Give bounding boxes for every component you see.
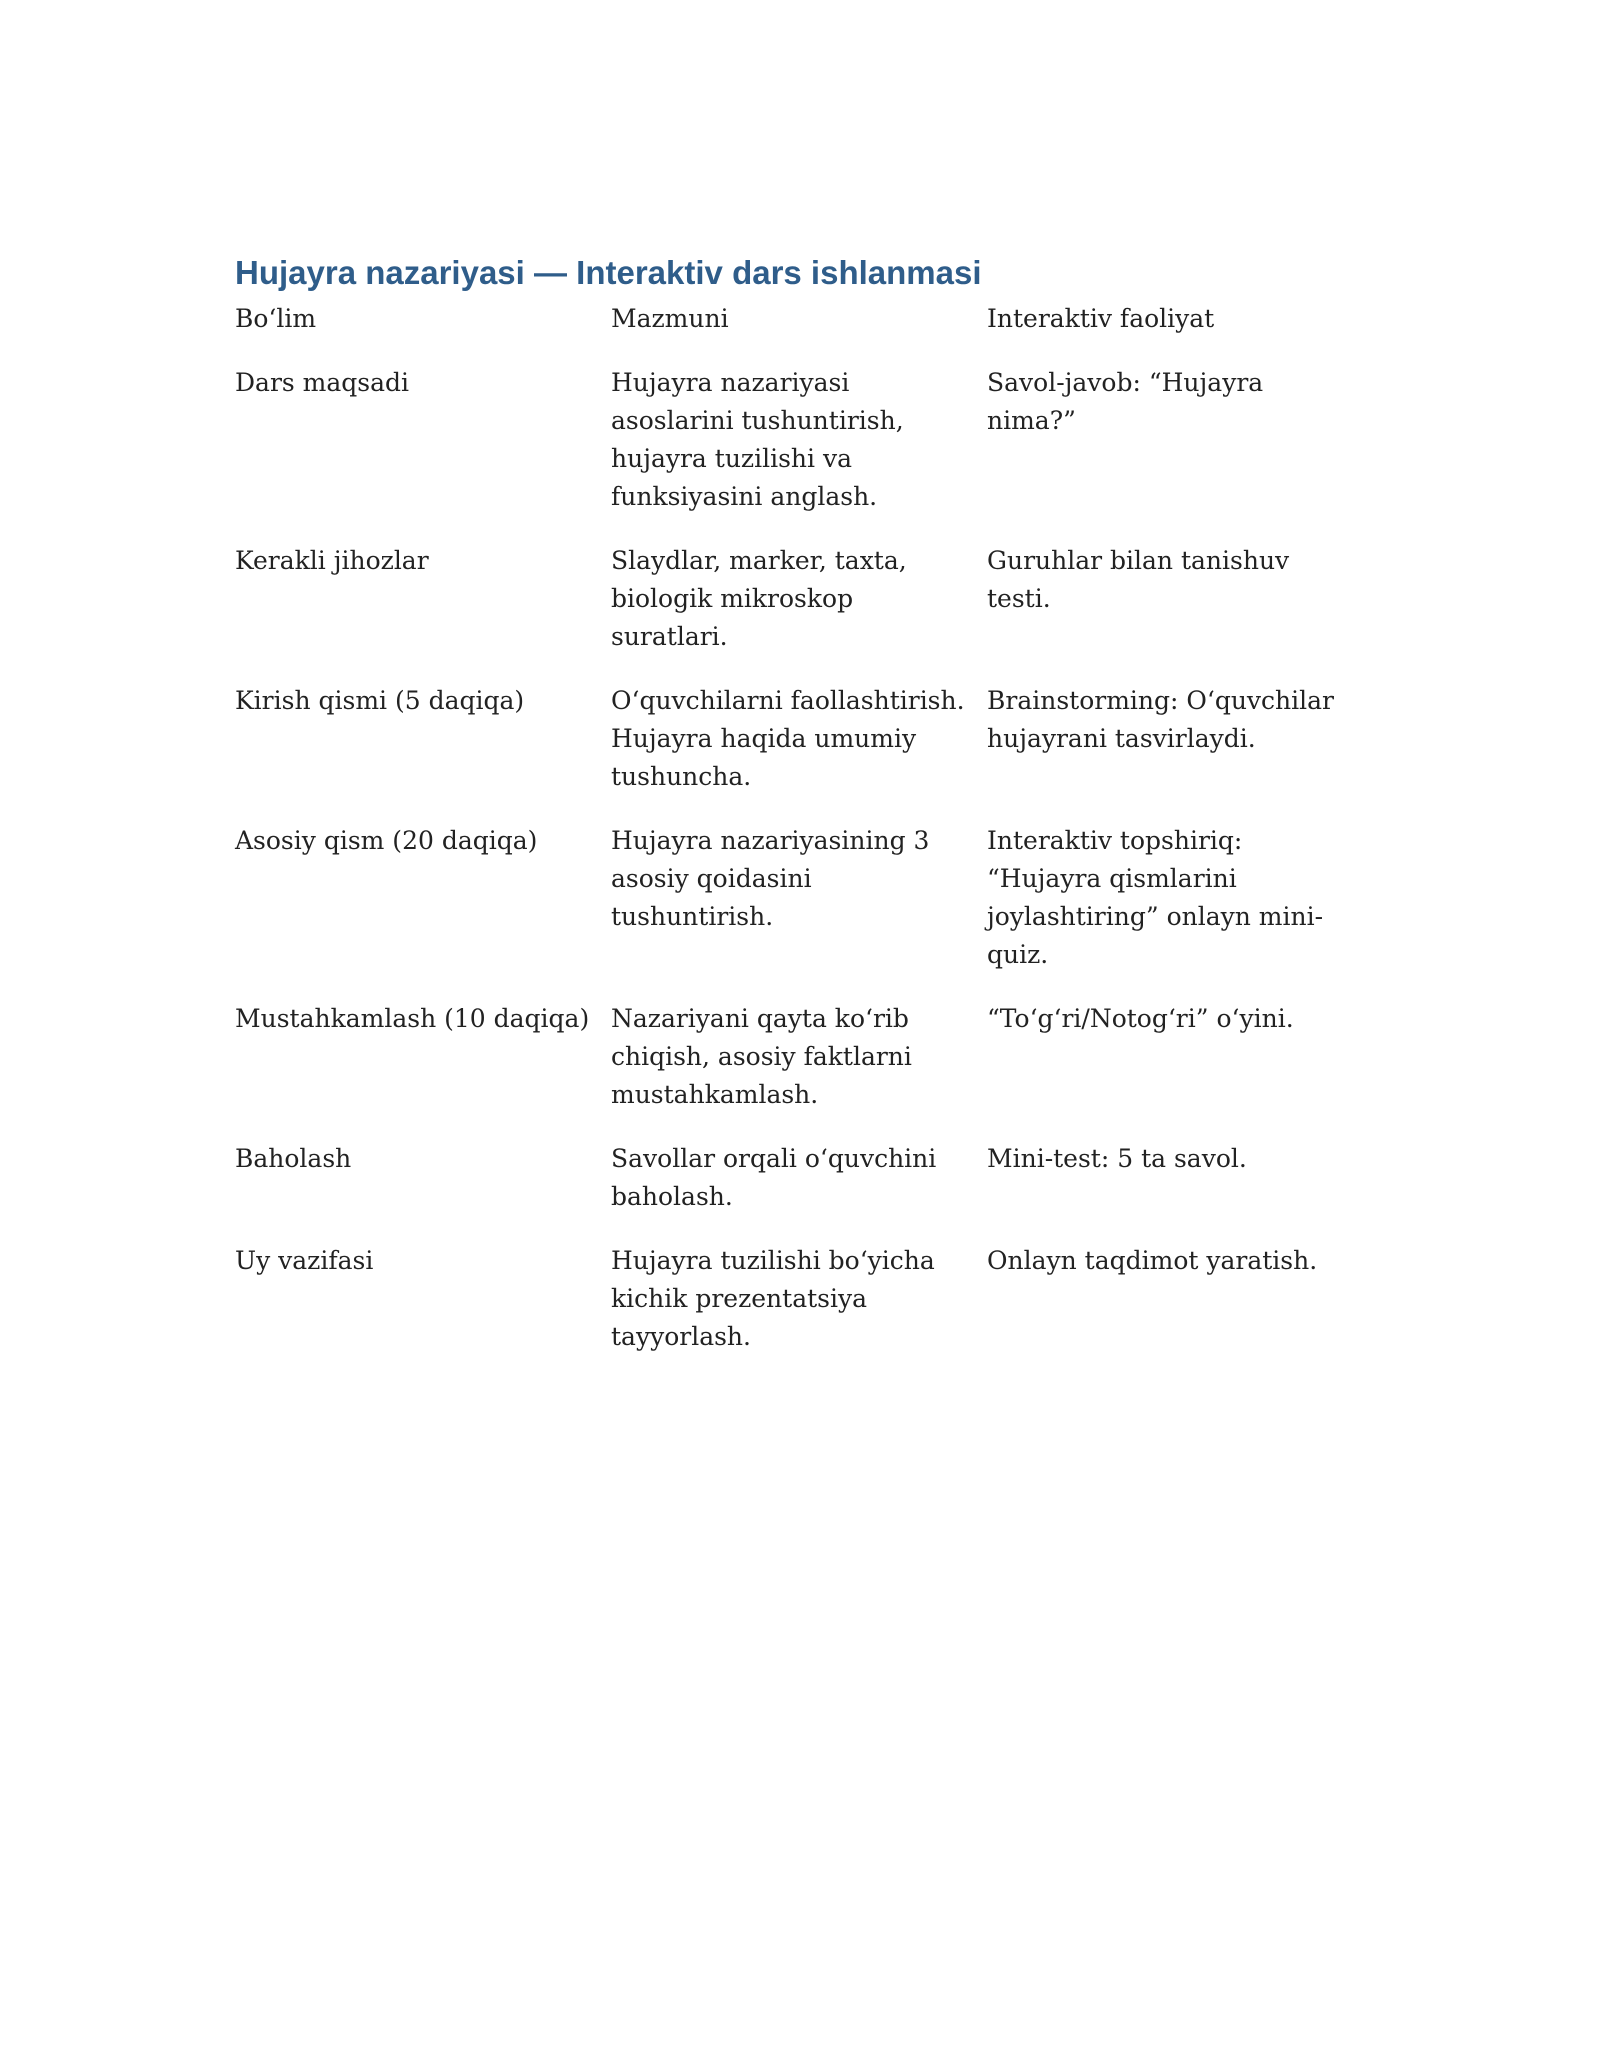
table-row — [227, 542, 1347, 682]
section-cell: Dars maqsadi — [235, 368, 410, 397]
content-cell: O‘quvchilarni faollashtirish. Hujayra haqida umumiy tushuncha. — [611, 686, 965, 791]
content-cell: Nazariyani qayta ko‘rib chiqish, asosiy faktlarni mustahkamlash. — [611, 1004, 912, 1109]
activity-cell: Mini-test: 5 ta savol. — [987, 1144, 1247, 1173]
content-cell: Hujayra nazariyasi asoslarini tushuntirish, hujayra tuzilishi va funksiyasini anglash. — [611, 368, 904, 511]
activity-cell: Brainstorming: O‘quvchilar hujayrani tasvirlaydi. — [987, 686, 1334, 753]
section-cell: Kirish qismi (5 daqiqa) — [235, 686, 525, 715]
section-cell: Kerakli jihozlar — [235, 546, 429, 575]
content-cell: Savollar orqali o‘quvchini baholash. — [611, 1144, 937, 1211]
activity-cell: “To‘g‘ri/Notog‘ri” o‘yini. — [987, 1004, 1294, 1033]
table-row — [227, 682, 1347, 822]
content-cell: Hujayra tuzilishi bo‘yicha kichik prezentatsiya tayyorlash. — [611, 1246, 935, 1351]
content-cell: Slaydlar, marker, taxta, biologik mikroskop suratlari. — [611, 546, 907, 651]
table-row — [227, 1140, 1347, 1242]
activity-cell: Onlayn taqdimot yaratish. — [987, 1246, 1318, 1275]
activity-cell: Guruhlar bilan tanishuv testi. — [987, 546, 1290, 613]
table-row — [227, 822, 1347, 1000]
table-row — [227, 364, 1347, 542]
section-cell: Uy vazifasi — [235, 1246, 374, 1275]
column-header-content: Mazmuni — [611, 304, 729, 333]
activity-cell: Interaktiv topshiriq: “Hujayra qismlarini joylashtiring” onlayn mini-quiz. — [987, 826, 1324, 969]
column-header-activity: Interaktiv faoliyat — [987, 304, 1215, 333]
section-cell: Mustahkamlash (10 daqiqa) — [235, 1004, 590, 1033]
document-title: Hujayra nazariyasi — Interaktiv dars ishlanmasi — [235, 254, 982, 291]
table-header-row — [227, 300, 1347, 364]
section-cell: Asosiy qism (20 daqiqa) — [235, 826, 538, 855]
column-header-section: Bo‘lim — [235, 304, 317, 333]
activity-cell: Savol-javob: “Hujayra nima?” — [987, 368, 1264, 435]
section-cell: Baholash — [235, 1144, 352, 1173]
table-row — [227, 1242, 1347, 1382]
content-cell: Hujayra nazariyasining 3 asosiy qoidasini tushuntirish. — [611, 826, 930, 931]
lesson-plan-table — [227, 300, 1347, 1382]
table-row — [227, 1000, 1347, 1140]
